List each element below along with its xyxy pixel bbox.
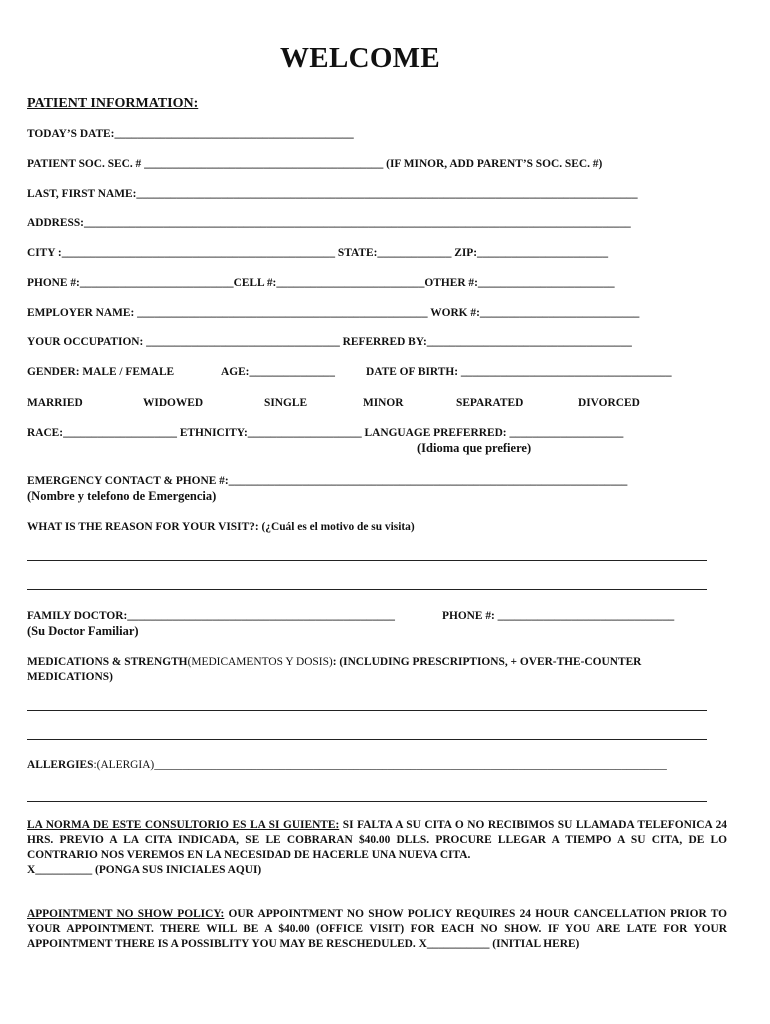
occupation-referred-field[interactable]: YOUR OCCUPATION: __________________________________ REFERRED BY:____________________________________ — [27, 336, 632, 348]
city-state-zip-field[interactable]: CITY :________________________________________________ STATE:_____________ ZIP:_______________________ — [27, 247, 609, 259]
reason-line-1[interactable] — [27, 560, 707, 561]
status-married[interactable]: MARRIED — [27, 397, 83, 409]
status-separated[interactable]: SEPARATED — [456, 397, 524, 409]
family-doctor-field[interactable]: FAMILY DOCTOR:_______________________________________________ — [27, 610, 395, 622]
soc-sec-field[interactable]: PATIENT SOC. SEC. # __________________________________________ (IF MINOR, ADD PARENT’S SOC. SEC. #) — [27, 158, 603, 170]
gender-field[interactable]: GENDER: MALE / FEMALE — [27, 366, 175, 378]
medications-spanish: (MEDICAMENTOS Y DOSIS) — [187, 656, 333, 668]
dob-field[interactable]: DATE OF BIRTH: _____________________________________ — [366, 366, 672, 378]
medications-label — [27, 655, 715, 685]
page-title: WELCOME — [280, 42, 440, 74]
age-field[interactable]: AGE:_______________ — [221, 366, 335, 378]
allergies-line-2[interactable] — [27, 801, 707, 802]
allergies-rest: :(ALERGIA)__________________________________________________________________________________________ — [93, 759, 667, 771]
spanish-policy — [27, 818, 727, 878]
status-single[interactable]: SINGLE — [264, 397, 308, 409]
section-heading: PATIENT INFORMATION: — [27, 96, 199, 111]
medications-line-1[interactable] — [27, 710, 707, 711]
phone-cell-other-field[interactable]: PHONE #:___________________________CELL #:__________________________OTHER #:________________________ — [27, 277, 615, 289]
spanish-initials-field[interactable]: X__________ (PONGA SUS INICIALES AQUI) — [27, 864, 262, 876]
english-policy — [27, 907, 727, 952]
address-field[interactable]: ADDRESS:________________________________________________________________________________________________ — [27, 217, 631, 229]
doctor-familiar-sublabel: (Su Doctor Familiar) — [27, 624, 139, 638]
emergencia-sublabel: (Nombre y telefono de Emergencia) — [27, 489, 217, 503]
family-doctor-phone-field[interactable]: PHONE #: _______________________________ — [442, 610, 675, 622]
allergies-label: ALLERGIES — [27, 759, 94, 771]
status-divorced[interactable]: DIVORCED — [578, 397, 640, 409]
emergency-contact-field[interactable]: EMERGENCY CONTACT & PHONE #:______________________________________________________________________ — [27, 475, 628, 487]
spanish-policy-body: SI FALTA A SU CITA O NO RECIBIMOS SU LLAMADA TELEFONICA 24 HRS. PREVIO A LA CITA INDICADA, SE LE COBRARAN $40.00 DLLS. PROCURE LLEGAR A TIEMPO A SU CITA, DE LO CONTRARIO NOS VEREMOS EN LA NECESIDAD DE HACERLE UNA NUEVA CITA. — [27, 819, 727, 861]
reason-line-2[interactable] — [27, 589, 707, 590]
reason-visit-label: WHAT IS THE REASON FOR YOUR VISIT?: (¿Cuál es el motivo de su visita) — [27, 521, 415, 533]
spanish-policy-heading: LA NORMA DE ESTE CONSULTORIO ES LA SI GUIENTE: — [27, 819, 340, 831]
name-field[interactable]: LAST, FIRST NAME:________________________________________________________________________________________ — [27, 188, 638, 200]
medications-rest: : (INCLUDING PRESCRIPTIONS, + OVER-THE-COUNTER MEDICATIONS) — [27, 656, 642, 683]
status-widowed[interactable]: WIDOWED — [143, 397, 204, 409]
english-policy-body: OUR APPOINTMENT NO SHOW POLICY REQUIRES 24 HOUR CANCELLATION PRIOR TO YOUR APPOINTMENT. THERE WILL BE A $40.00 (OFFICE VISIT) FOR EACH NO SHOW. IF YOU ARE LATE FOR YOUR APPOINTMENT THERE IS A POSSIBLITY YOU MAY BE RESCHEDULED. X___________ (INITIAL HERE) — [27, 908, 728, 950]
english-policy-heading: APPOINTMENT NO SHOW POLICY: — [27, 908, 225, 920]
race-ethnicity-language-field[interactable]: RACE:____________________ ETHNICITY:____________________ LANGUAGE PREFERRED: ____________________ — [27, 427, 624, 439]
status-minor[interactable]: MINOR — [363, 397, 404, 409]
todays-date-field[interactable]: TODAY’S DATE:__________________________________________ — [27, 128, 354, 140]
employer-work-field[interactable]: EMPLOYER NAME: ___________________________________________________ WORK #:____________________________ — [27, 307, 640, 319]
idioma-sublabel: (Idioma que prefiere) — [417, 441, 532, 455]
medications-line-2[interactable] — [27, 739, 707, 740]
allergies-field[interactable] — [27, 758, 708, 772]
medications-title: MEDICATIONS & STRENGTH — [27, 656, 188, 668]
